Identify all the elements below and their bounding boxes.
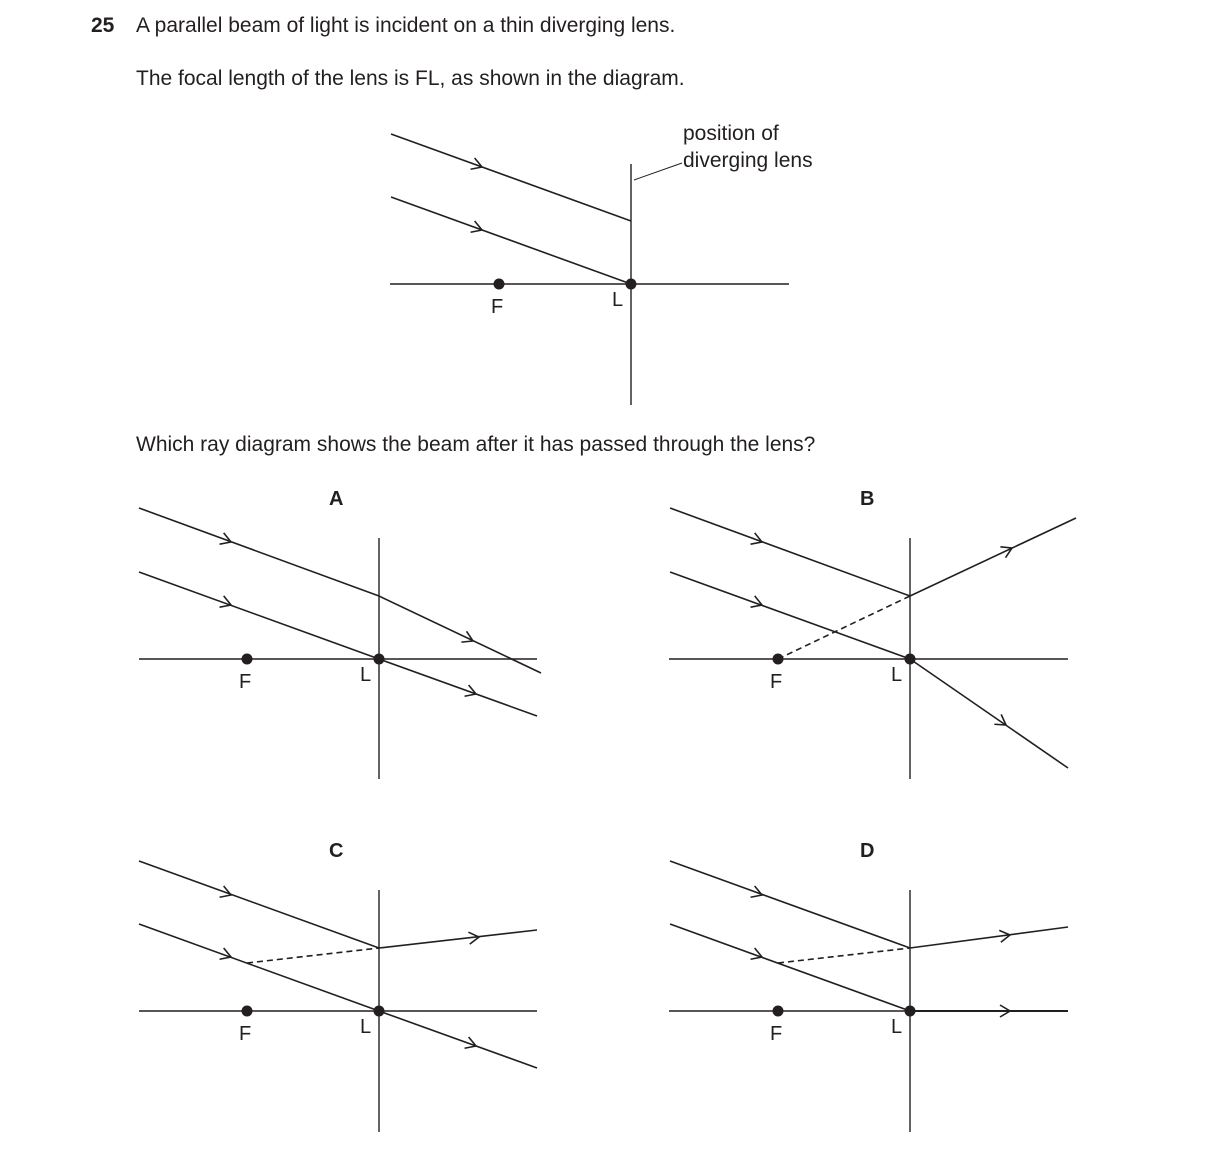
annotation-leader [634,163,682,180]
option-d-diagram [669,840,1068,1132]
incident-ray-upper [670,508,910,596]
virtual-ray-extension [778,948,910,963]
lens-centre-label: L [891,1016,903,1038]
question-number: 25 [91,14,115,37]
refracted-ray-upper [910,927,1068,948]
lens-centre-dot [905,1006,916,1017]
focal-point-label: F [239,1023,252,1045]
focal-point-dot [242,654,253,665]
lens-centre-label: L [360,1016,372,1038]
refracted-ray-lower [379,1011,537,1068]
option-b-letter: B [860,488,875,510]
incident-ray-lower [139,572,379,659]
incident-ray-upper [670,861,910,948]
main-diagram [390,122,813,405]
incident-ray-lower [391,197,631,284]
option-b-diagram [669,488,1076,779]
lens-centre-dot [626,279,637,290]
question-line-2: The focal length of the lens is FL, as shown in the diagram. [136,67,685,90]
lens-centre-dot [374,1006,385,1017]
question-line-3: Which ray diagram shows the beam after it has passed through the lens? [136,433,816,456]
focal-point-dot [494,279,505,290]
focal-point-label: F [491,296,504,318]
virtual-ray-extension [247,948,379,963]
focal-point-dot [242,1006,253,1017]
annotation-line-2: diverging lens [683,149,813,172]
incident-ray-lower [670,572,910,659]
question-line-1: A parallel beam of light is incident on a thin diverging lens. [136,14,676,37]
refracted-ray-upper [379,596,541,673]
incident-ray-upper [139,508,379,596]
lens-centre-label: L [360,664,372,686]
option-c-diagram [139,840,537,1132]
incident-ray-upper [139,861,379,948]
lens-centre-dot [374,654,385,665]
option-c-letter: C [329,840,344,862]
focal-point-label: F [239,671,252,693]
option-a-diagram [139,488,541,779]
focal-point-label: F [770,671,783,693]
lens-centre-label: L [612,289,624,311]
refracted-ray-lower [910,659,1068,768]
incident-ray-lower [139,924,379,1011]
focal-point-dot [773,654,784,665]
refracted-ray-upper [379,930,537,948]
refracted-ray-lower [379,659,537,716]
option-d-letter: D [860,840,875,862]
lens-centre-dot [905,654,916,665]
virtual-ray-extension [778,596,910,659]
option-a-letter: A [329,488,344,510]
incident-ray-lower [670,924,910,1011]
lens-centre-label: L [891,664,903,686]
incident-ray-upper [391,134,631,221]
focal-point-dot [773,1006,784,1017]
refracted-ray-upper [910,518,1076,596]
focal-point-label: F [770,1023,783,1045]
annotation-line-1: position of [683,122,779,145]
